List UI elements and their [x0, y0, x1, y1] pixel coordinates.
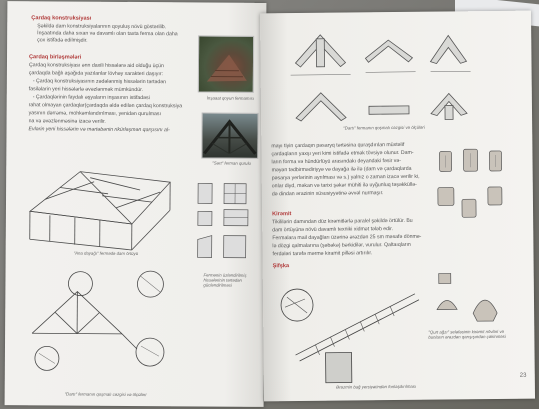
paragraph-line: na və əvəzlənməsinə izacə verilir. [28, 118, 106, 125]
truss-photo [201, 112, 258, 158]
paragraph-line: yasının dərrəmə, möhkəmlandırılması, yenidən qurulması [28, 110, 161, 118]
paragraph-line: lə dözgi qalmalarına (şəbəkə) bərkidilər, vurulur. Qaltaıqların [272, 241, 411, 250]
roof-photo-drawing [199, 36, 253, 91]
truss-diagram [17, 263, 178, 384]
paragraph-line: məyən tədbirmədiriyyə və dayağa ilə ilə (dam və çardaqlarda [271, 165, 412, 174]
paragraph-line: çardaqda bağlı aşağıda yazılanlar lövhəy xarakteri daşıyır: [28, 70, 164, 78]
paragraph-line: çox istifadə edilmişdir. [37, 37, 88, 44]
truss-photo-drawing [202, 113, 257, 157]
roof-photo [198, 35, 254, 92]
left-page [5, 1, 267, 407]
paragraph-line: Evlərin yeni hissələrin və mərtəbənin rikürləşmən qarşısını al- [28, 126, 170, 134]
page-number: 23 [519, 372, 527, 379]
roof-section-diagram [275, 274, 426, 386]
paragraph-line: pəsarya yerlərinin ayrılması və s.) yalnız o zaman izacə verilir ki, [271, 173, 420, 182]
paragraph-line: ların forma və hündürlüyü arasındakı deyandaki fəsir və- [271, 157, 402, 166]
section-caption: Ərəzmin bağ yersiyətindən fonlaşdırılması [335, 383, 417, 390]
paragraph-line: ferdələri tarəfə mərmə kiramit pilləsi artırılır. [272, 250, 373, 258]
photo-caption: "Sərt" ferman qurulu [212, 160, 251, 166]
paragraph-line: Tikililərin damından düz kirəmitlərlə paralel şəkildə örtülür. Bu [272, 217, 413, 226]
paragraph-line: çardaqların yaxşı yeri kimi istifadə etmək tövsiyə olunur. Dam- [271, 149, 414, 158]
right-page [260, 11, 535, 402]
paragraph-line: İnşaatında daha sıxan və davamlı olan taxta ferma olan daha [37, 30, 178, 38]
paragraph-line: - Çardaq konstruksiyasının zədələnmiş hissələrin tərtədən [32, 78, 167, 86]
paragraph-line: Çardaq konstruksiyası ənn daxili hissələrə aid olduğu üçün [28, 62, 164, 70]
paragraph-line: dam örtüyünə növü davamlı texniki xidmət tələb edir. [272, 226, 394, 234]
heading-kiremit: Kirəmit [272, 211, 292, 218]
paragraph-line: fasiləlarin yeri hissələrlə əvəzlənmək mümkündür. [28, 86, 144, 94]
diagram-caption: "Ana dayağı" fermədə dam örtüyü [73, 250, 139, 257]
heading-shipka: Şifşka [272, 263, 290, 270]
roof-framing-diagram [20, 161, 186, 252]
roof-joint-diagrams [290, 21, 491, 123]
paragraph-line: Fermalara mail dayağları üzərinə ərəzdən 25 sm məsafə dönmə- [272, 233, 422, 242]
tile-shapes-diagram [431, 143, 523, 344]
paragraph-line: mayı tiyin çardaqın pəsaryq tərtəsina quraşdırılan müxtəlif [271, 141, 405, 150]
tile-caption: Fermənin üzləndirilmiş hissələrinin tərtədən gücləndirilməsi [203, 272, 247, 288]
truss-caption: "Dartı" fermanın qoşmalı cəzgisi və ölçüləri [64, 391, 147, 398]
heading-cardaq-konstruksiyasi: Çardaq konstruksiyası [31, 15, 92, 22]
paragraph-line: rahat olmayan çardaqlar(çardaqda əldə edilən çardaq konstruksiya [28, 102, 183, 110]
heading-cardaq-birlesmeleri: Çardaq birləşmələri [29, 54, 82, 61]
paragraph-line: onlar diyd, məkan və tarixi şəkər mühiti ilə uyğunluq təşəkküllə- [271, 181, 417, 190]
paragraph-line: Şəkildə dam konstruksiyalarının qoyuluş növü göstərilib. [37, 23, 167, 31]
paragraph-line: də dindan ərazinin xüsusiyyətinə əvvəl nurmaşır. [271, 190, 384, 198]
paragraph-line: - Çardaqlərinin faydalı əşyaların inşasının istifadəsi [32, 94, 150, 102]
tile-detail-diagrams [194, 177, 255, 272]
joints-caption: "Dartı" fermanın qoşmalı cəzgisi və ölçüləri [343, 124, 425, 131]
photo-caption: İnşaaat qoyun fermamısı [206, 95, 255, 101]
tiles-caption: "Qurt ağzı" seləfəsinin kirəmit növləri və bunların ərəzdən qarışışındən çəkinməsi [428, 328, 506, 340]
